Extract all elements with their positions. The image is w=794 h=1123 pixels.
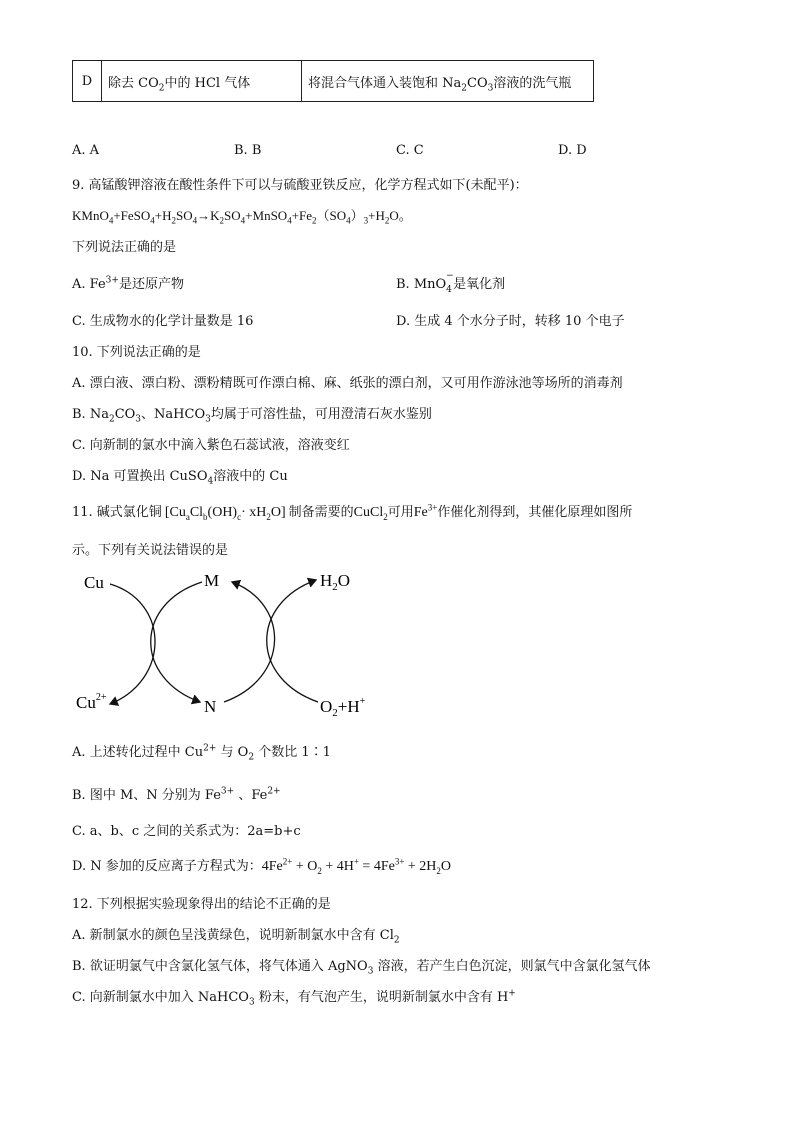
table-cell-purpose: 除去 $CO_2$中的 HCl 气体: [102, 61, 302, 102]
diagram-label-cu: Cu: [84, 573, 104, 592]
q8-option-d: D. D: [558, 143, 587, 158]
arrow-m-to-n: [151, 582, 202, 702]
q10-option-c: C. 向新制的氯水中滴入紫色石蕊试液，溶液变红: [72, 438, 350, 453]
q9-prompt: 下列说法正确的是: [72, 240, 177, 255]
q10-stem: 10. 下列说法正确的是: [72, 345, 201, 360]
q12-option-b: B. 欲证明氯气中含氯化氢气体，将气体通入 AgNO$_3$ 溶液，若产生白色沉淀，则氯气中含氯化氢气体: [72, 959, 651, 977]
diagram-label-o2h: $O_2+H^+$: [320, 696, 366, 719]
q9-option-d: D. 生成 4 个水分子时，转移 10 个电子: [396, 314, 625, 329]
option-table: [72, 60, 594, 102]
diagram-label-n: N: [204, 697, 217, 716]
q12-option-c: C. 向新制氯水中加入 NaHCO$_3$ 粉末，有气泡产生，说明新制氯水中含有 H+: [72, 988, 516, 1008]
q11-option-a: A. 上述转化过程中 $Cu^{2+}$ 与 $O_2$ 个数比 1∶1: [72, 743, 331, 763]
table-row: [73, 61, 594, 102]
q9-equation: $KMnO_4+FeSO_4+H_2SO_4\to K_2SO_4+MnSO_4+Fe_2(SO_4)_3+H_2O$。: [72, 208, 412, 226]
q11-option-b: B. 图中 M、N 分别为 $Fe^{3+}$ 、$Fe^{2+}$: [72, 786, 281, 803]
q9-option-a: A. $Fe^{3+}$是还原产物: [72, 275, 184, 292]
catalysis-cycle-diagram: [72, 562, 392, 722]
q9-option-c: C. 生成物水的化学计量数是 16: [72, 314, 254, 329]
q10-option-d: D. Na 可置换出 CuSO$_4$溶液中的 Cu: [72, 469, 288, 487]
diagram-label-h2o: $H_2O$: [320, 571, 351, 593]
table-cell-letter: D: [73, 61, 102, 102]
q8-option-b: B. B: [234, 143, 262, 158]
q11-option-d: D. N 参加的反应离子方程式为：$4Fe^{2+} + O_2 + 4H^+ = 4Fe^{3+} + 2H_2O$: [72, 856, 452, 876]
q9-stem: 9. 高锰酸钾溶液在酸性条件下可以与硫酸亚铁反应，化学方程式如下(未配平)：: [72, 178, 528, 193]
diagram-label-m: M: [204, 571, 220, 590]
q8-option-c: C. C: [396, 143, 424, 158]
q12-option-a: A. 新制氯水的颜色呈浅黄绿色，说明新制氯水中含有 $Cl_2$: [72, 928, 400, 946]
q8-option-a: A. A: [72, 143, 100, 158]
arrow-cu-to-cu2plus: [110, 584, 155, 704]
diagram-label-cu2plus: $Cu^{2+}$: [76, 692, 107, 712]
table-cell-method: 将混合气体通入装饱和 $Na_2CO_3$溶液的洗气瓶: [302, 61, 594, 102]
q11-stem-line1: 11. 碱式氯化铜 $[Cu_aCl_b(OH)_c\cdot xH_2O]$ 制备需要的CuCl$_2$可用$Fe^{3+}$作催化剂得到，其催化原理如图所: [72, 502, 633, 522]
q10-option-a: A. 漂白液、漂白粉、漂粉精既可作漂白棉、麻、纸张的漂白剂，又可用作游泳池等场所的消毒剂: [72, 376, 623, 391]
q10-option-b: B. $Na_2CO_3$、NaHCO$_3$均属于可溶性盐，可用澄清石灰水鉴别: [72, 407, 432, 425]
q9-option-b: B. MnO − 4 是氧化剂: [396, 271, 506, 295]
q11-stem-line2: 示。下列有关说法错误的是: [72, 543, 229, 558]
q11-option-c: C. a、b、c 之间的关系式为：2a=b+c: [72, 824, 301, 839]
q12-stem: 12. 下列根据实验现象得出的结论不正确的是: [72, 897, 331, 912]
